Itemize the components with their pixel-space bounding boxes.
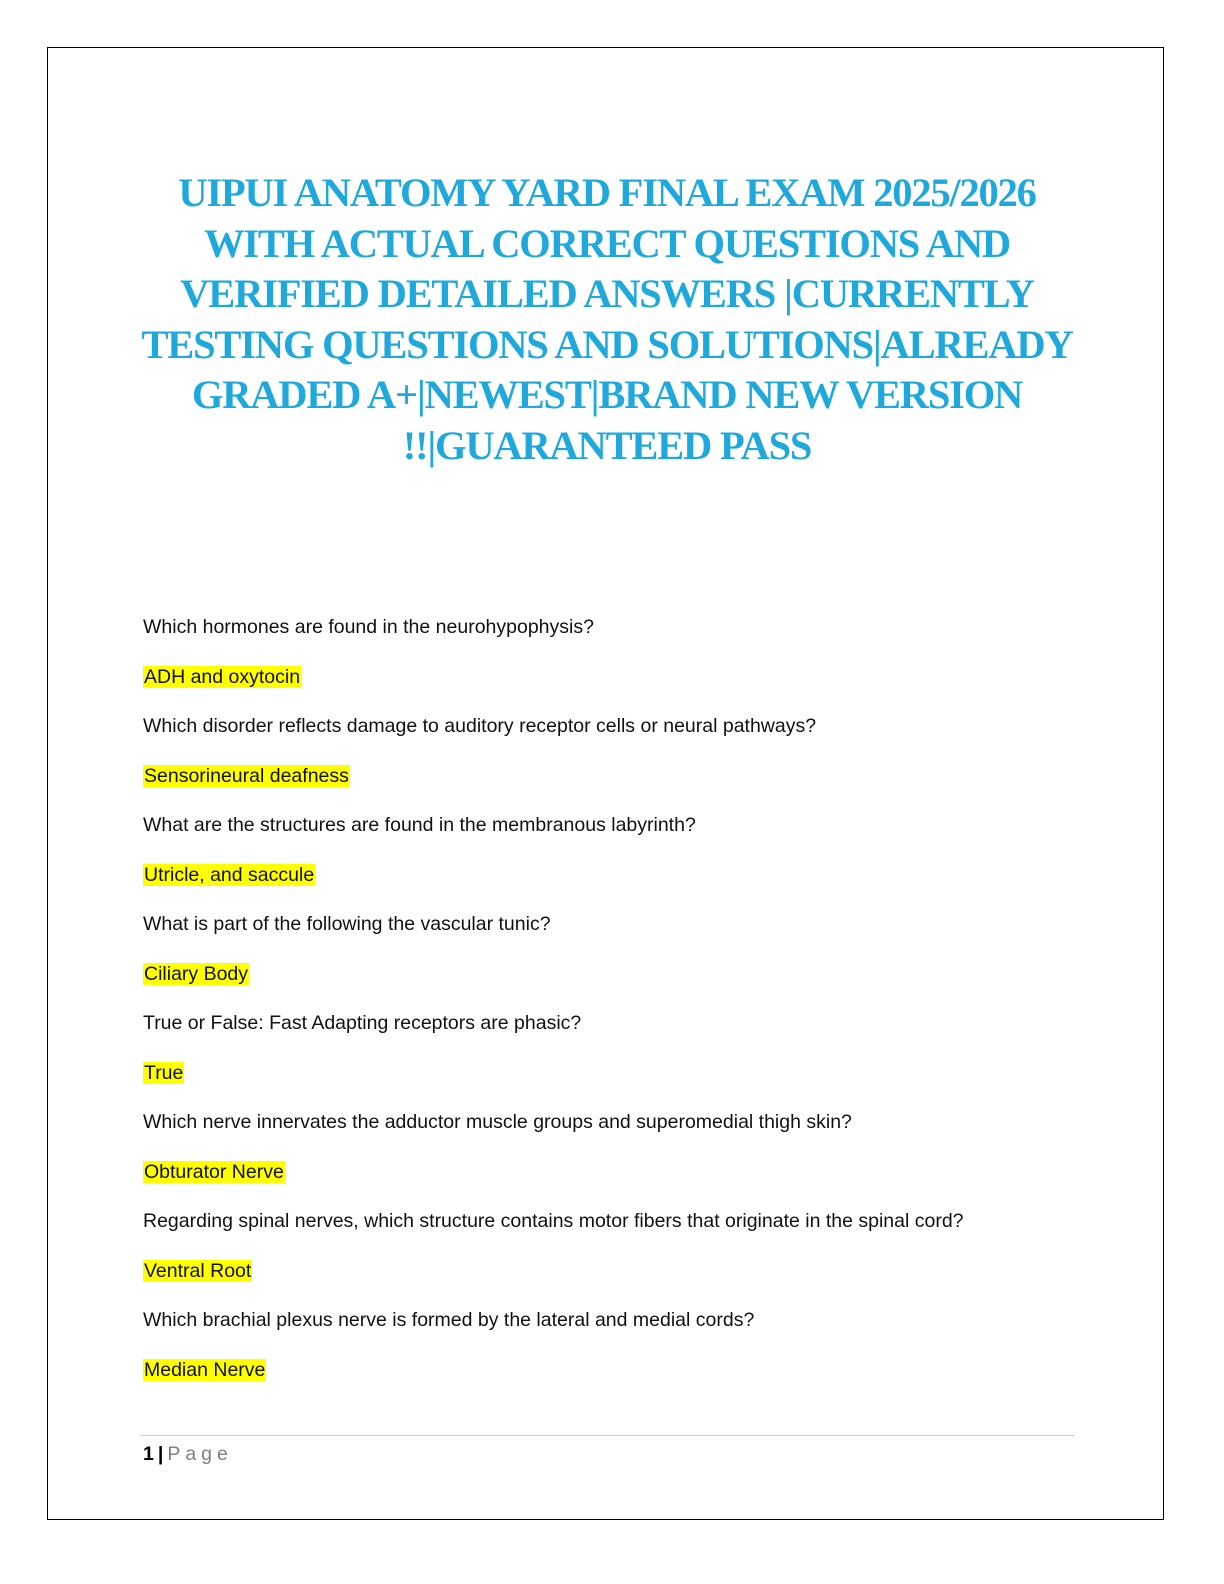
question-3 [143, 808, 1103, 858]
question-text: Which brachial plexus nerve is formed by the lateral and medial cords? [143, 1309, 755, 1331]
question-1 [143, 610, 1103, 660]
question-2 [143, 709, 1103, 759]
page-separator: | [157, 1443, 164, 1465]
question-text: What is part of the following the vascular tunic? [143, 913, 551, 935]
answer-6 [143, 1155, 1103, 1205]
answer-text: Ventral Root [144, 1259, 252, 1282]
answer-text: True [144, 1061, 184, 1084]
answer-4 [143, 957, 1103, 1007]
answer-text: Obturator Nerve [144, 1160, 284, 1183]
question-text: What are the structures are found in the membranous labyrinth? [143, 814, 696, 836]
document-title: UIPUI ANATOMY YARD FINAL EXAM 2025/2026 WITH ACTUAL CORRECT QUESTIONS AND VERIFIED DETAILED ANSWERS |CURRENTLY TESTING QUESTIONS AND SOLUTIONS|ALREADY GRADED A+|NEWEST|BRAND NEW VERSION !!|GUARANTEED PASS [141, 170, 1073, 468]
qa-list [143, 610, 1103, 1402]
question-text: Which nerve innervates the adductor muscle groups and superomedial thigh skin? [143, 1111, 852, 1133]
answer-5 [143, 1056, 1103, 1106]
question-4 [143, 907, 1103, 957]
footer-divider [140, 1435, 1074, 1436]
answer-text: Median Nerve [144, 1358, 266, 1381]
page-label: Page [167, 1443, 233, 1465]
answer-text: Sensorineural deafness [144, 764, 349, 787]
answer-8 [143, 1353, 1103, 1403]
page-footer [143, 1440, 233, 1468]
question-5 [143, 1006, 1103, 1056]
page-number: 1 [143, 1443, 154, 1465]
question-text: Regarding spinal nerves, which structure contains motor fibers that originate in the spinal cord? [143, 1210, 964, 1232]
answer-1 [143, 660, 1103, 710]
question-text: Which disorder reflects damage to auditory receptor cells or neural pathways? [143, 715, 817, 737]
question-8 [143, 1303, 1103, 1353]
answer-text: Ciliary Body [144, 962, 249, 985]
question-6 [143, 1105, 1103, 1155]
answer-text: ADH and oxytocin [144, 665, 301, 688]
answer-3 [143, 858, 1103, 908]
answer-7 [143, 1254, 1103, 1304]
question-7 [143, 1204, 1103, 1254]
question-text: Which hormones are found in the neurohypophysis? [143, 616, 594, 638]
answer-text: Utricle, and saccule [144, 863, 315, 886]
answer-2 [143, 759, 1103, 809]
question-text: True or False: Fast Adapting receptors are phasic? [143, 1012, 582, 1034]
